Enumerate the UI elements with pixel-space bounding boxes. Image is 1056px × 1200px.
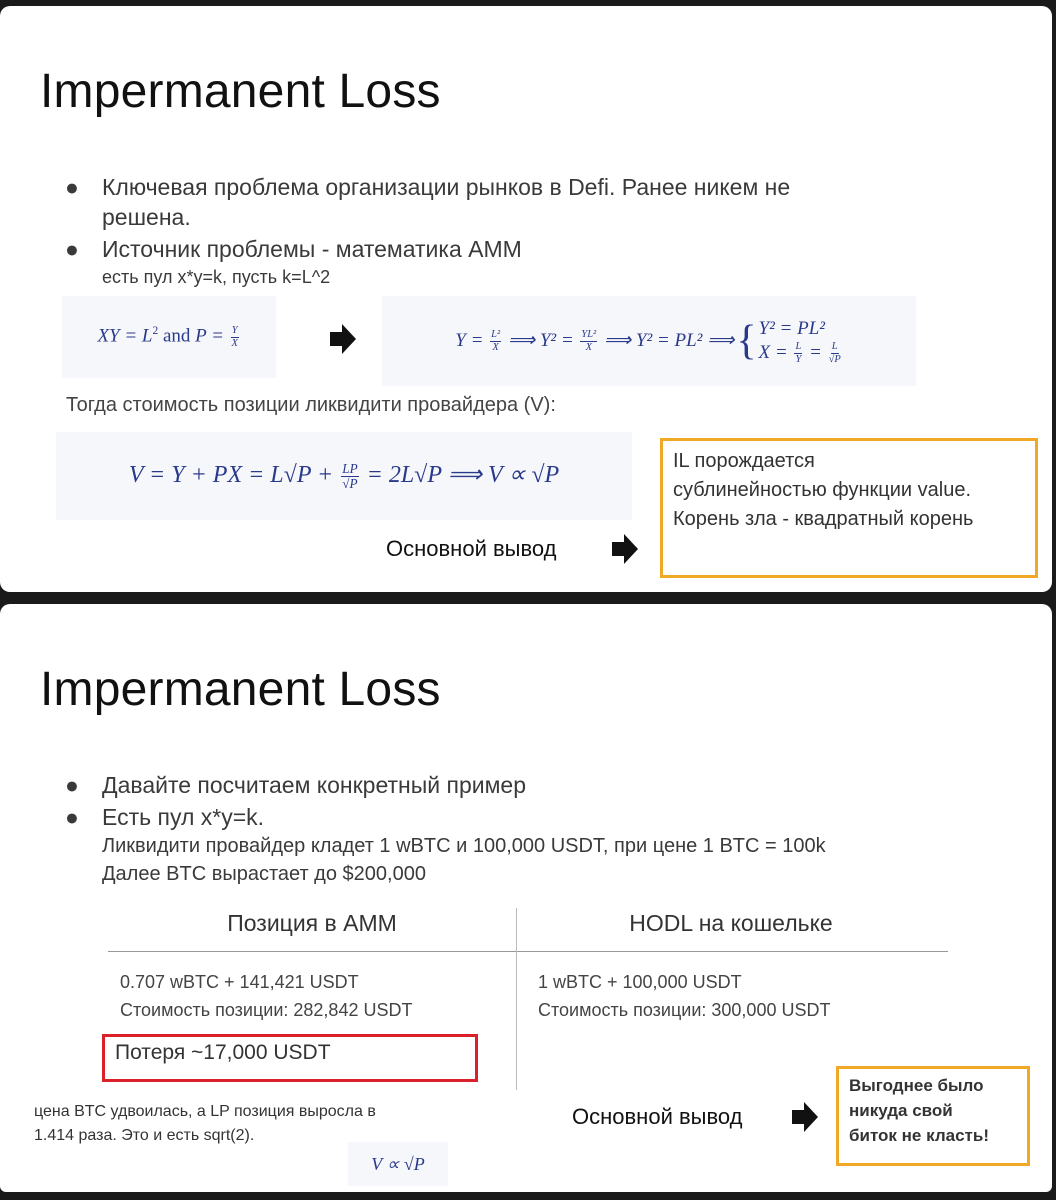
arrow-right-icon xyxy=(792,1102,818,1132)
loss-highlight: Потеря ~17,000 USDT xyxy=(102,1034,478,1082)
note-line: цена BTC удвоилась, а LP позиция выросла в xyxy=(34,1103,376,1120)
callout-line: IL порождается xyxy=(673,450,815,472)
value-caption: Тогда стоимость позиции ликвидити провайдера (V): xyxy=(66,394,556,416)
table-header-amm: Позиция в AMM xyxy=(227,910,397,936)
slide-title: Impermanent Loss xyxy=(40,65,441,118)
table-cell xyxy=(538,968,830,1024)
bullet-subtext: Ликвидити провайдер кладет 1 wBTC и 100,000 USDT, при цене 1 BTC = 100k xyxy=(102,835,826,857)
table-cell xyxy=(120,968,412,1024)
slide-2 xyxy=(0,604,1052,1192)
list-item xyxy=(62,802,1002,888)
bullet-text: Давайте посчитаем конкретный пример xyxy=(102,772,526,798)
bullet-list xyxy=(62,770,1002,888)
bullet-icon: ● xyxy=(65,772,79,798)
bullet-subtext: Далее BTC вырастает до $200,000 xyxy=(102,863,426,885)
callout-line: биток не класть! xyxy=(849,1126,989,1145)
callout-line: Выгоднее было xyxy=(849,1076,984,1095)
bullet-text: Ключевая проблема организации рынков в Defi. Ранее никем не xyxy=(102,174,791,200)
table-column-divider xyxy=(516,908,517,1090)
conclusion-label: Основной вывод xyxy=(386,536,557,561)
table-divider xyxy=(108,951,948,952)
bullet-text: Есть пул x*y=k. xyxy=(102,804,265,830)
cell-line: 1 wBTC + 100,000 USDT xyxy=(538,972,742,992)
formula-value: V = Y + PX = L√P + $\frac{LP}{√P}$ = 2L√P ⟹ V ∝ √P xyxy=(56,432,632,520)
callout-line: сублинейностью функции value. xyxy=(673,479,972,501)
bullet-icon: ● xyxy=(65,804,79,830)
bullet-icon: ● xyxy=(65,236,79,262)
bullet-text: Источник проблемы - математика AMM xyxy=(102,236,522,262)
bullet-subtext: есть пул x*y=k, пусть k=L^2 xyxy=(102,267,331,287)
bullet-icon: ● xyxy=(65,174,79,200)
conclusion-label: Основной вывод xyxy=(572,1104,743,1129)
formula-small: V ∝ √P xyxy=(348,1142,448,1186)
list-item xyxy=(62,234,962,290)
arrow-right-icon xyxy=(330,324,356,354)
slide-1 xyxy=(0,6,1052,592)
cell-line: Стоимость позиции: 300,000 USDT xyxy=(538,1000,831,1020)
cell-line: Стоимость позиции: 282,842 USDT xyxy=(120,1000,413,1020)
list-item xyxy=(62,770,1002,800)
cell-line: 0.707 wBTC + 141,421 USDT xyxy=(120,972,359,992)
formula-definition: XY = $L^2$ and P = $\frac{Y}{X}$ xyxy=(62,296,276,378)
note-text xyxy=(34,1100,494,1148)
list-item xyxy=(62,172,962,232)
callout-line: Корень зла - квадратный корень xyxy=(673,508,974,530)
note-line: 1.414 раза. Это и есть sqrt(2). xyxy=(34,1127,255,1144)
callout-line: никуда свой xyxy=(849,1101,953,1120)
conclusion-callout xyxy=(836,1066,1030,1166)
table-header-hodl: HODL на кошельке xyxy=(629,910,833,936)
bullet-text-cont: решена. xyxy=(102,204,191,230)
arrow-right-icon xyxy=(612,534,638,564)
formula-derivation: Y = $\frac{\text{L²}}{X}$ ⟹ Y² = $\frac{\text{YL²}}{X}$ ⟹ Y² = PL² ⟹ { Y² = PL² X = $\frac{L}{Y}$ = $\frac{L}{√P}$ xyxy=(382,296,916,386)
bullet-list xyxy=(62,172,962,290)
slide-title: Impermanent Loss xyxy=(40,663,441,716)
conclusion-callout xyxy=(660,438,1038,578)
